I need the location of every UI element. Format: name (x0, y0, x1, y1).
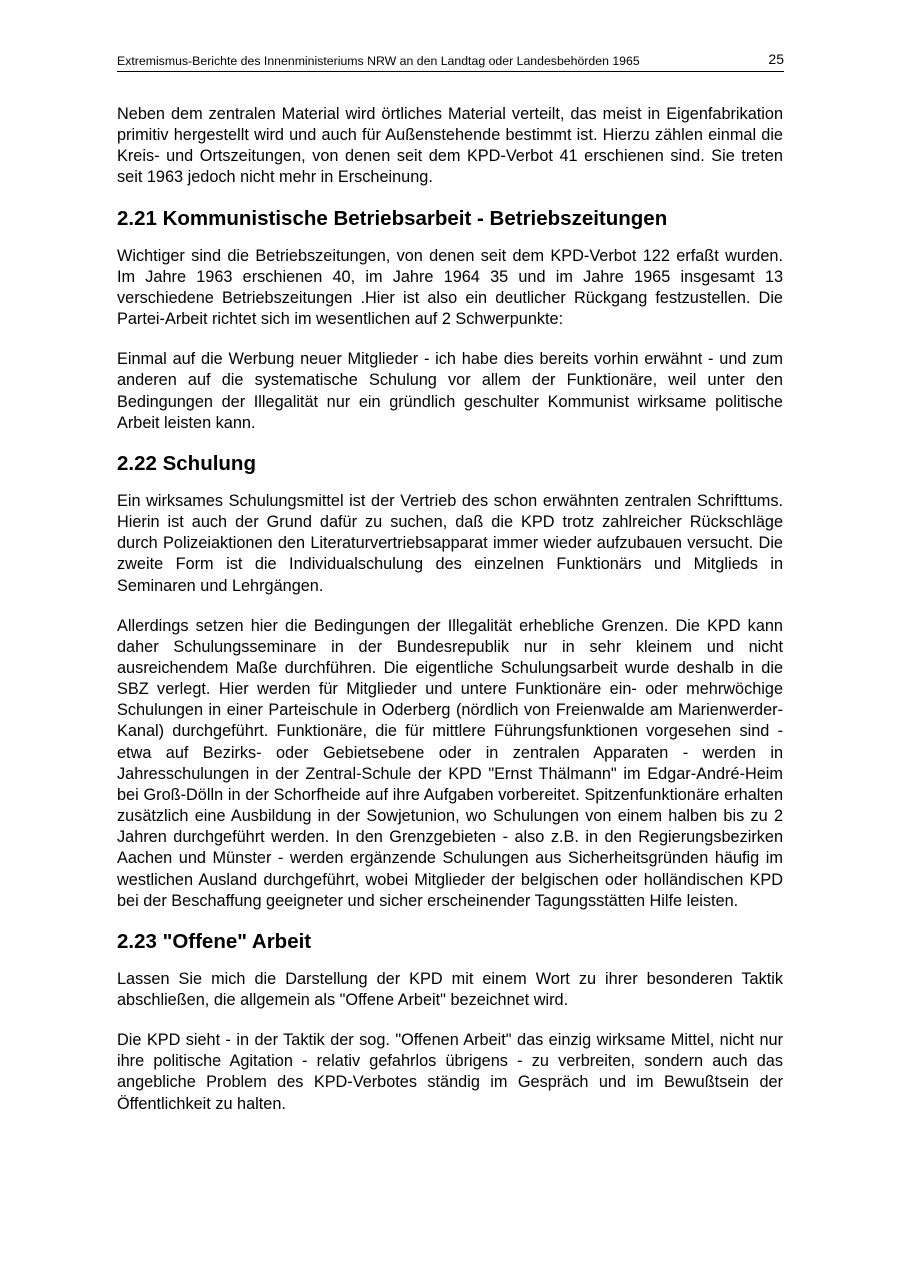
paragraph: Ein wirksames Schulungsmittel ist der Vertrieb des schon erwähnten zentralen Schrifttums. Hierin ist auch der Grund dafür zu suchen, daß die KPD trotz zahlreicher Rückschläge durch Polizeiaktionen den Literaturvertriebsapparat immer wieder aufzubauen versucht. Die zweite Form ist die Individualschulung des einzelnen Funktionärs und Mitglieds in Seminaren und Lehrgängen. (117, 491, 783, 595)
paragraph: Lassen Sie mich die Darstellung der KPD mit einem Wort zu ihrer besonderen Taktik abschließen, die allgemein als "Offene Arbeit" bezeichnet wird. (117, 969, 783, 1009)
paragraph: Die KPD sieht - in der Taktik der sog. "Offenen Arbeit" das einzig wirksame Mittel, nicht nur ihre politische Agitation - relativ gefahrlos übrigens - zu verbreiten, sondern auch das angebliche Problem des KPD-Verbotes ständig im Gespräch und im Bewußtsein der Öffentlichkeit zu halten. (117, 1031, 783, 1113)
paragraph: Wichtiger sind die Betriebszeitungen, von denen seit dem KPD-Verbot 122 erfaßt wurden. Im Jahre 1963 erschienen 40, im Jahre 1964 35 und im Jahre 1965 insgesamt 13 verschiedene Betriebszeitungen .Hier ist also ein deutlicher Rückgang festzustellen. Die Partei-Arbeit richtet sich im wesentlichen auf 2 Schwerpunkte: (117, 246, 783, 329)
paragraph: Einmal auf die Werbung neuer Mitglieder - ich habe dies bereits vorhin erwähnt - und zum anderen auf die systematische Schulung vor allem der Funktionäre, weil unter den Bedingungen der Illegalität nur ein gründlich geschulter Kommunist wirksame politische Arbeit leisten kann. (117, 350, 783, 432)
page-number: 25 (768, 51, 784, 67)
section-heading-2-21: 2.21 Kommunistische Betriebsarbeit - Betriebszeitungen (117, 206, 668, 230)
body-text (117, 104, 783, 1115)
running-header (117, 52, 784, 72)
section-heading-2-22: 2.22 Schulung (117, 451, 256, 475)
paragraph: Allerdings setzen hier die Bedingungen der Illegalität erhebliche Grenzen. Die KPD kann daher Schulungsseminare in der Bundesrepublik nur in sehr kleinem und nicht ausreichendem Maße durchführen. Die eigentliche Schulungsarbeit wurde deshalb in die SBZ verlegt. Hier werden für Mitglieder und untere Funktionäre ein- oder mehrwöchige Schulungen in einer Parteischule in Oderberg (nördlich von Freienwalde am Marienwerder-Kanal) durchgeführt. Funktionäre, die für mittlere Führungsfunktionen vorgesehen sind - etwa auf Bezirks- oder Gebietsebene oder in zentralen Apparaten - werden in Jahresschulungen in der Zentral-Schule der KPD "Ernst Thälmann" im Edgar-André-Heim bei Groß-Dölln in der Schorfheide auf ihre Aufgaben vorbereitet. Spitzenfunktionäre erhalten zusätzlich eine Ausbildung in der Sowjetunion, wo Schulungen von einem halben bis zu 2 Jahren durchgeführt werden. In den Grenzgebieten - also z.B. in den Regierungsbezirken Aachen und Münster - werden ergänzende Schulungen aus Sicherheitsgründen häufig im westlichen Ausland durchgeführt, wobei Mitglieder der belgischen oder holländischen KPD bei der Beschaffung geeigneter und sicher erscheinender Tagungsstätten Hilfe leisten. (117, 616, 783, 910)
intro-paragraph: Neben dem zentralen Material wird örtliches Material verteilt, das meist in Eigenfabrikation primitiv hergestellt wird und auch für Außenstehende bestimmt ist. Hierzu zählen einmal die Kreis- und Ortszeitungen, von denen seit dem KPD-Verbot 41 erschienen sind. Sie treten seit 1963 jedoch nicht mehr in Erscheinung. (117, 105, 783, 187)
header-title: Extremismus-Berichte des Innenministeriums NRW an den Landtag oder Landesbehörden 1965 (117, 54, 640, 68)
section-heading-2-23: 2.23 "Offene" Arbeit (117, 929, 312, 953)
